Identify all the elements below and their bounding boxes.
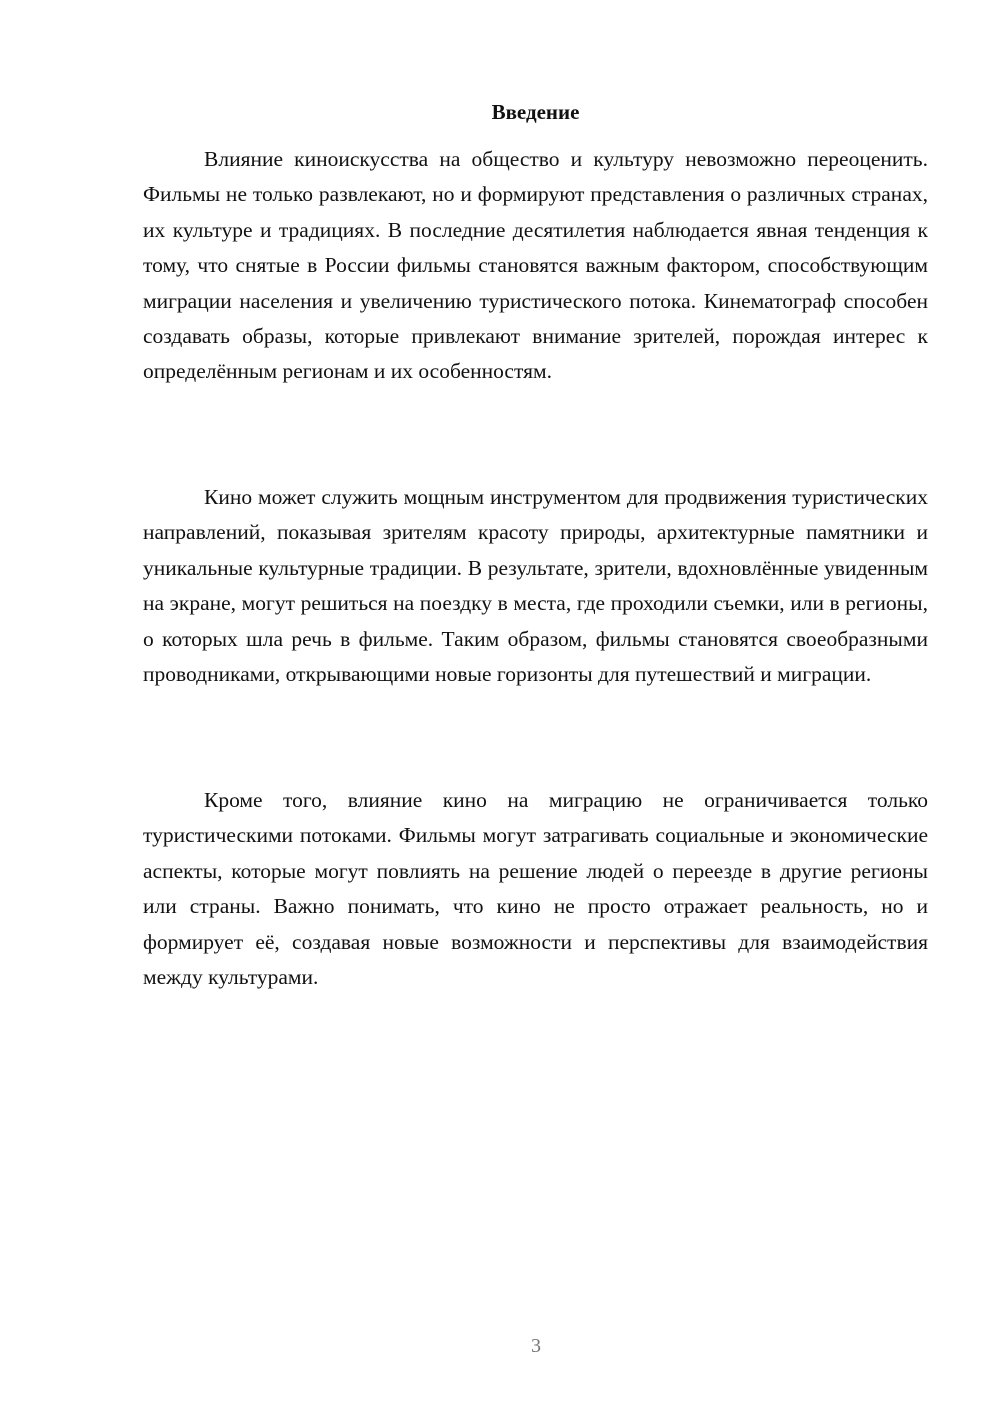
section-heading: Введение [491, 100, 580, 124]
paragraph-1: Влияние киноискусства на общество и культуру невозможно переоценить. Фильмы не только развлекают, но и формируют представления о различных странах, их культуре и традициях. В последние десятилетия наблюдается явная тенденция к тому, что снятые в России фильмы становятся важным фактором, способствующим миграции населения и увеличению туристического потока. Кинематограф способен создавать образы, которые привлекают внимание зрителей, порождая интерес к определённым регионам и их особенностям. [143, 147, 928, 384]
paragraph-2: Кино может служить мощным инструментом для продвижения туристических направлений, показывая зрителям красоту природы, архитектурные памятники и уникальные культурные традиции. В результате, зрители, вдохновлённые увиденным на экране, могут решиться на поездку в места, где проходили съемки, или в регионы, о которых шла речь в фильме. Таким образом, фильмы становятся своеобразными проводниками, открывающими новые горизонты для путешествий и миграции. [143, 485, 928, 687]
page-number: 3 [531, 1335, 541, 1357]
paragraph-3: Кроме того, влияние кино на миграцию не ограничивается только туристическими потоками. Фильмы могут затрагивать социальные и экономические аспекты, которые могут повлиять на решение людей о переезде в другие регионы или страны. Важно понимать, что кино не просто отражает реальность, но и формирует её, создавая новые возможности и перспективы для взаимодействия между культурами. [143, 788, 928, 990]
